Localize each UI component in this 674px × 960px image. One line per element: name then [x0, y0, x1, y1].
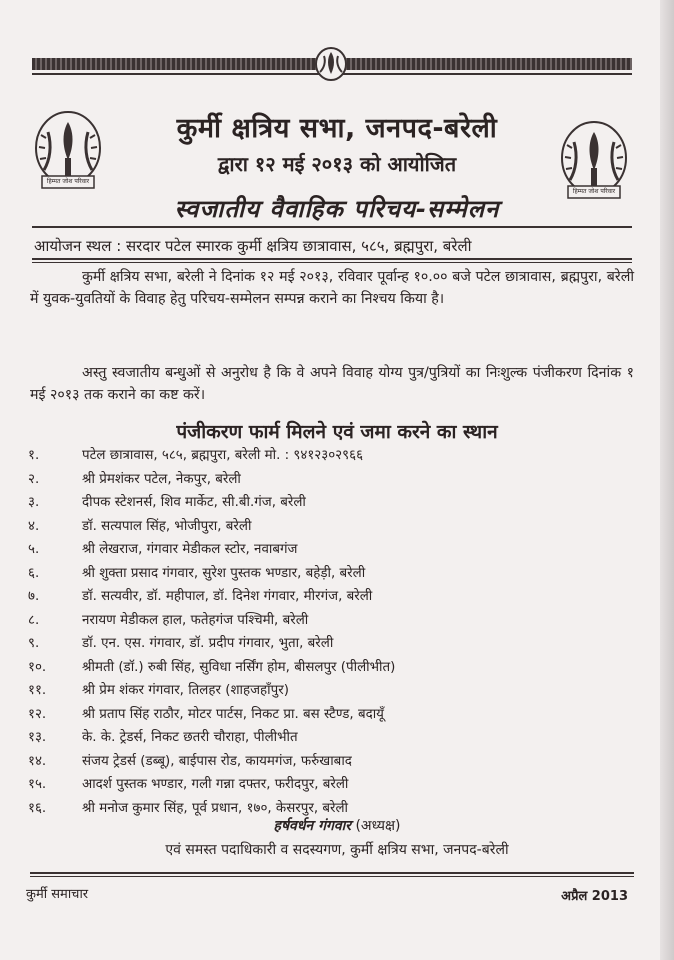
- publication-name: कुर्मी समाचार: [26, 887, 89, 902]
- list-item: ७. डॉ. सत्यवीर, डॉ. महीपाल, डॉ. दिनेश गंगवार, मीरगंज, बरेली: [28, 589, 373, 604]
- list-item: १५. आदर्श पुस्तक भण्डार, गली गन्ना दफ्तर, फरीदपुर, बरेली: [28, 777, 349, 792]
- list-item: ४. डॉ. सत्यपाल सिंह, भोजीपुरा, बरेली: [28, 518, 252, 534]
- divider: [32, 262, 632, 263]
- divider: [32, 258, 632, 260]
- event-title: स्वजातीय वैवाहिक परिचय-सम्मेलन: [174, 195, 500, 223]
- page-title: कुर्मी क्षत्रिय सभा, जनपद-बरेली: [176, 113, 498, 144]
- footer-divider: [30, 876, 634, 877]
- list-item: ९. डॉ. एन. एस. गंगवार, डॉ. प्रदीप गंगवार, भुता, बरेली: [28, 636, 334, 651]
- list-item: ५. श्री लेखराज, गंगवार मेडीकल स्टोर, नवाबगंज: [28, 542, 298, 557]
- left-crest-motto: हिम्मत जोश परिवार: [46, 178, 90, 185]
- list-item: १०. श्रीमती (डॉ.) रुबी सिंह, सुविधा नर्सिंग होम, बीसलपुर (पीलीभीत): [28, 659, 396, 675]
- venue-line: आयोजन स्थल : सरदार पटेल स्मारक कुर्मी क्षत्रिय छात्रावास, ५८५, ब्रह्मपुरा, बरेली: [34, 237, 472, 255]
- signatory-role: (अध्यक्ष): [355, 818, 401, 834]
- list-item: १. पटेल छात्रावास, ५८५, ब्रह्मपुरा, बरेली मो. : ९४१२३०२९६६: [28, 448, 364, 463]
- signatory-org: एवं समस्त पदाधिकारी व सदस्यगण, कुर्मी क्षत्रिय सभा, जनपद-बरेली: [165, 842, 509, 858]
- list-item: ८. नरायण मेडीकल हाल, फतेहगंज पश्चिमी, बरेली: [28, 612, 309, 628]
- issue-date: अप्रैल 2013: [561, 889, 628, 904]
- top-emblem-icon: [314, 46, 348, 82]
- footer-divider: [30, 872, 634, 874]
- list-item: ६. श्री शुक्ता प्रसाद गंगवार, सुरेश पुस्तक भण्डार, बहेड़ी, बरेली: [28, 565, 366, 581]
- right-crest-motto: हिम्मत जोश परिवार: [572, 188, 616, 195]
- intro-paragraph: कुर्मी क्षत्रिय सभा, बरेली ने दिनांक १२ मई २०१३, रविवार पूर्वान्ह १०.०० बजे पटेल छात्रावास, ब्रह्मपुरा, बरेली में युवक-युवतियों के विवाह हेतु परिचय-सम्मेलन सम्पन्न कराने का निश्चय किया है।: [30, 269, 634, 307]
- list-item: ३. दीपक स्टेशनर्स, शिव मार्केट, सी.बी.गंज, बरेली: [28, 495, 306, 510]
- list-item: १६. श्री मनोज कुमार सिंह, पूर्व प्रधान, १७०, केसरपुर, बरेली: [28, 800, 348, 816]
- signatory: [0, 816, 674, 835]
- signatory-name: हर्षवर्धन गंगवार: [273, 818, 351, 834]
- locations-list: [28, 444, 628, 820]
- request-paragraph: अस्तु स्वजातीय बन्धुओं से अनुरोध है कि वे अपने विवाह योग्य पुत्र/पुत्रियों का निःशुल्क पंजीकरण दिनांक १ मई २०१३ तक कराने का कष्ट करें।: [30, 365, 634, 403]
- locations-heading: पंजीकरण फार्म मिलने एवं जमा करने का स्थान: [176, 421, 498, 443]
- list-item: १४. संजय ट्रेडर्स (डब्बू), बाईपास रोड, कायमगंज, फर्रुखाबाद: [28, 753, 352, 769]
- list-item: १३. के. के. ट्रेडर्स, निकट छतरी चौराहा, पीलीभीत: [28, 730, 298, 745]
- list-item: १२. श्री प्रताप सिंह राठौर, मोटर पार्टस, निकट प्रा. बस स्टैण्ड, बदायूँ: [28, 706, 384, 722]
- list-item: २. श्री प्रेमशंकर पटेल, नेकपुर, बरेली: [28, 471, 241, 487]
- divider: [32, 226, 632, 228]
- list-item: ११. श्री प्रेम शंकर गंगवार, तिलहर (शाहजहाँपुर): [28, 683, 289, 698]
- page-subtitle: द्वारा १२ मई २०१३ को आयोजित: [217, 152, 457, 176]
